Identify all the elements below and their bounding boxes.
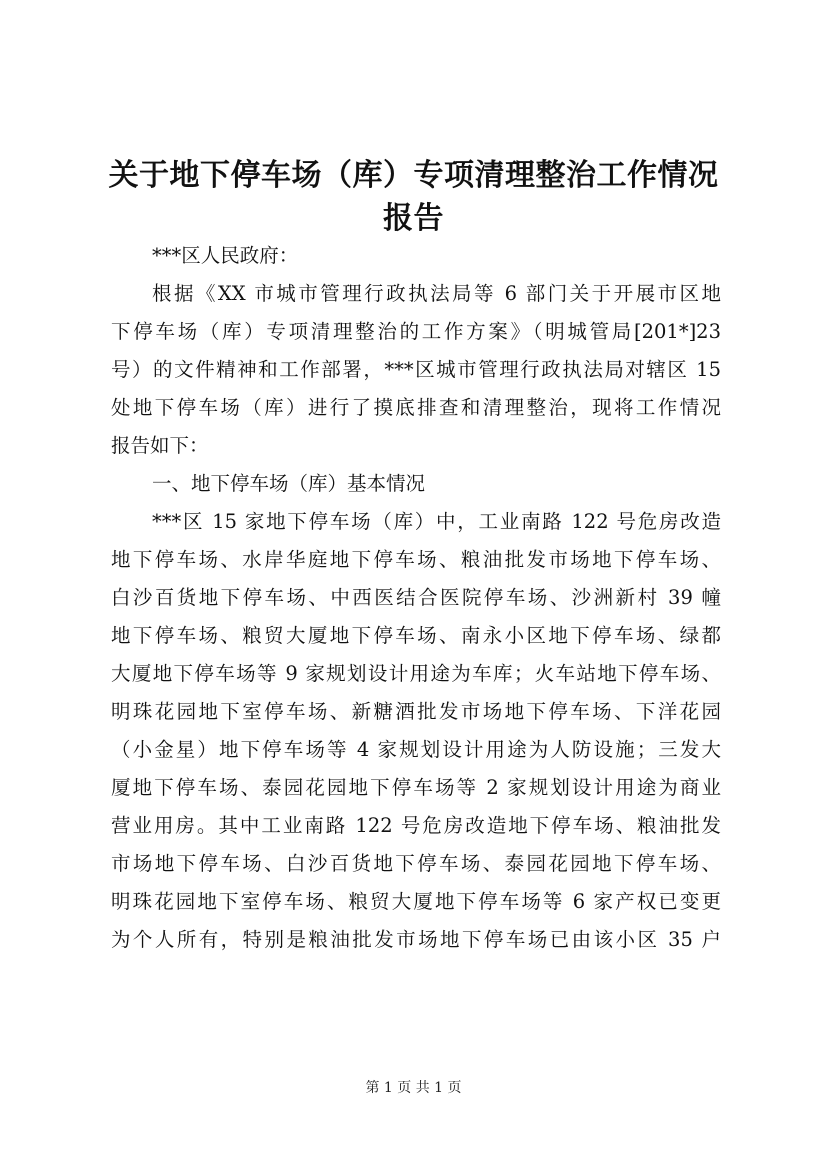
paragraph-2-line: 明珠花园地下室停车场、粮贸大厦地下停车场等 6 家产权已变更 [111,890,721,913]
paragraph-2-line: 白沙百货地下停车场、中西医结合医院停车场、沙洲新村 39 幢 [111,586,721,609]
paragraph-2-line: 地下停车场、水岸华庭地下停车场、粮油批发市场地下停车场、 [111,548,721,571]
paragraph-2-line: （小金星）地下停车场等 4 家规划设计用途为人防设施；三发大 [111,738,721,761]
paragraph-1-line: 处地下停车场（库）进行了摸底排查和清理整治，现将工作情况 [111,396,721,419]
paragraph-2-line: 营业用房。其中工业南路 122 号危房改造地下停车场、粮油批发 [111,814,721,837]
paragraph-2-line: 为个人所有，特别是粮油批发市场地下停车场已由该小区 35 户 [111,928,721,951]
paragraph-1-line: 号）的文件精神和工作部署，***区城市管理行政执法局对辖区 15 [111,358,721,381]
salutation: ***区人民政府： [152,244,299,267]
paragraph-1-line: 下停车场（库）专项清理整治的工作方案》（明城管局[201*]23 [111,320,721,343]
paragraph-2-line: 明珠花园地下室停车场、新糖酒批发市场地下停车场、下洋花园 [111,700,721,723]
section-heading: 一、地下停车场（库）基本情况 [152,472,426,495]
paragraph-1-line: 根据《XX 市城市管理行政执法局等 6 部门关于开展市区地 [152,282,721,305]
document-title-line-2: 报告 [383,201,444,236]
paragraph-1-line: 报告如下： [111,434,209,457]
document-body [111,237,721,959]
paragraph-2-line: 地下停车场、粮贸大厦地下停车场、南永小区地下停车场、绿都 [111,624,721,647]
page-number-footer: 第 1 页 共 1 页 [365,1080,462,1096]
paragraph-2-line: 市场地下停车场、白沙百货地下停车场、泰园花园地下停车场、 [111,852,721,875]
document-title-line-1: 关于地下停车场（库）专项清理整治工作情况 [108,158,719,193]
paragraph-2-line: 大厦地下停车场等 9 家规划设计用途为车库；火车站地下停车场、 [111,662,721,685]
paragraph-2-line: ***区 15 家地下停车场（库）中，工业南路 122 号危房改造 [152,510,721,533]
paragraph-2-line: 厦地下停车场、泰园花园地下停车场等 2 家规划设计用途为商业 [111,776,721,799]
